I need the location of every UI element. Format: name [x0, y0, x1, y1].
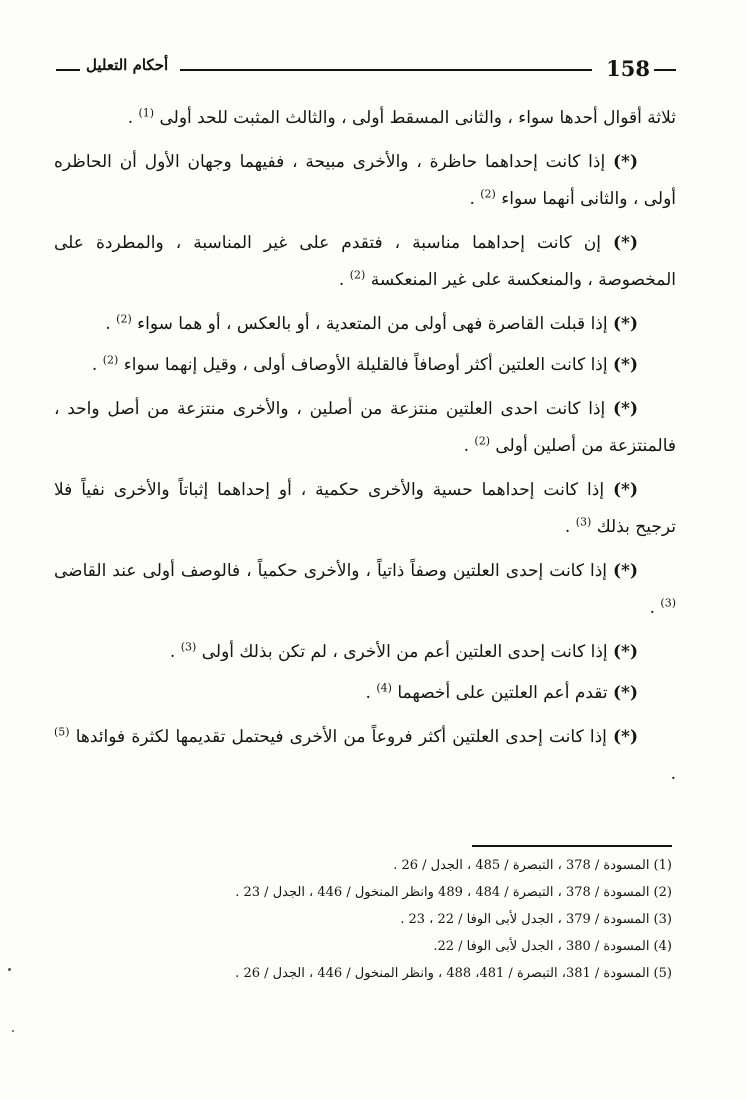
paragraph-end: . [670, 764, 676, 784]
paragraph-end: . [463, 436, 475, 456]
bullet-marker: (*) [613, 642, 638, 662]
paragraph-end: . [564, 517, 576, 537]
footnote-ref: (2) [349, 268, 366, 282]
paragraph-end: . [91, 355, 103, 375]
header-dash-right [654, 69, 676, 71]
paragraph-end: . [649, 598, 661, 618]
paragraph-text: تقدم أعم العلتين على أخصهما [397, 683, 614, 703]
bullet-marker: (*) [613, 233, 638, 253]
footnote-item: (1) المسودة / 378 ، التبصرة / 485 ، الجدل / 26 . [393, 858, 672, 873]
bullet-marker: (*) [613, 480, 638, 500]
paragraph-8 [54, 553, 676, 627]
footnote-item: (5) المسودة / 381، التبصرة / 481، 488 ، وانظر المنخول / 446 ، الجدل / 26 . [235, 966, 672, 981]
footnote-ref: (3) [660, 596, 676, 610]
header-dash-left [56, 69, 80, 71]
footnote-ref: (3) [575, 515, 592, 529]
page-number: 158 [606, 56, 650, 81]
header-rule [180, 69, 592, 71]
footnotes [72, 852, 672, 987]
scan-speck [12, 1030, 14, 1032]
paragraph-end: . [127, 108, 139, 128]
footnote-item: (2) المسودة / 378 ، التبصرة / 484 ، 489 وانظر المنخول / 446 ، الجدل / 23 . [235, 885, 672, 900]
footnote-ref: (4) [376, 681, 392, 695]
paragraph-text: إن كانت إحداهما مناسبة ، فتقدم على غير المناسبة ، والمطردة على المخصوصة ، والمنعكسة على غير المنعكسة [54, 233, 676, 290]
paragraph-7 [54, 472, 676, 546]
bullet-marker: (*) [613, 561, 638, 581]
paragraph-6 [54, 391, 676, 465]
paragraph-2 [54, 144, 676, 218]
paragraph-end: . [338, 270, 350, 290]
paragraph-9 [54, 634, 676, 671]
bullet-marker: (*) [613, 683, 638, 703]
paragraph-end: . [365, 683, 377, 703]
paragraph-10 [54, 675, 676, 712]
paragraph-4 [54, 306, 676, 343]
footnote-item: (3) المسودة / 379 ، الجدل لأبى الوفا / 22 ، 23 . [400, 912, 672, 927]
footnote-ref: (3) [180, 640, 197, 654]
paragraph-end: . [105, 314, 117, 334]
paragraph-end: . [169, 642, 181, 662]
main-text [54, 100, 676, 800]
footnote-ref: (5) [54, 725, 70, 739]
paragraph-text: ثلاثة أقوال أحدها سواء ، والثانى المسقط أولى ، والثالث المثبت للحد أولى [159, 108, 676, 128]
scan-speck [8, 968, 11, 971]
paragraph-1 [54, 100, 676, 137]
footnote-ref: (2) [116, 312, 132, 326]
footnote-ref: (2) [102, 353, 119, 367]
bullet-marker: (*) [613, 727, 638, 747]
paragraph-text: إذا كانت إحداهما حاظرة ، والأخرى مبيحة ، ففيهما وجهان الأول أن الحاظره أولى ، والثانى أنهما سواء [54, 152, 676, 209]
paragraph-text: إذا كانت إحدى العلتين أعم من الأخرى ، لم تكن بذلك أولى [201, 642, 614, 662]
paragraph-text: إذا كانت إحداهما حسية والأخرى حكمية ، أو إحداهما إثباتاً والأخرى نفياً فلا ترجيح بذلك [54, 480, 676, 537]
bullet-marker: (*) [613, 355, 638, 375]
paragraph-5 [54, 347, 676, 384]
paragraph-11 [54, 719, 676, 793]
footnote-ref: (2) [474, 434, 490, 448]
running-title: أحكام التعليل [86, 56, 169, 74]
paragraph-text: إذا كانت احدى العلتين منتزعة من أصلين ، والأخرى منتزعة من أصل واحد ، فالمنتزعة من أصلين أولى [54, 399, 676, 456]
footnote-separator [472, 845, 672, 847]
paragraph-text: إذا كانت إحدى العلتين وصفاً ذاتياً ، والأخرى حكمياً ، فالوصف أولى عند القاضى [54, 561, 614, 581]
footnote-item: (4) المسودة / 380 ، الجدل لأبى الوفا / 22. [433, 939, 672, 954]
running-header [56, 52, 678, 88]
paragraph-3 [54, 225, 676, 299]
paragraph-end: . [469, 189, 481, 209]
paragraph-text: إذا كانت إحدى العلتين أكثر فروعاً من الأخرى فيحتمل تقديمها لكثرة فوائدها [75, 727, 614, 747]
paragraph-text: إذا كانت العلتين أكثر أوصافاً فالقليلة الأوصاف أولى ، وقيل إنهما سواء [123, 355, 614, 375]
bullet-marker: (*) [613, 314, 638, 334]
footnote-ref: (2) [480, 187, 496, 201]
bullet-marker: (*) [613, 399, 638, 419]
paragraph-text: إذا قبلت القاصرة فهى أولى من المتعدية ، أو بالعكس ، أو هما سواء [137, 314, 614, 334]
bullet-marker: (*) [613, 152, 638, 172]
footnote-ref: (1) [138, 106, 155, 120]
